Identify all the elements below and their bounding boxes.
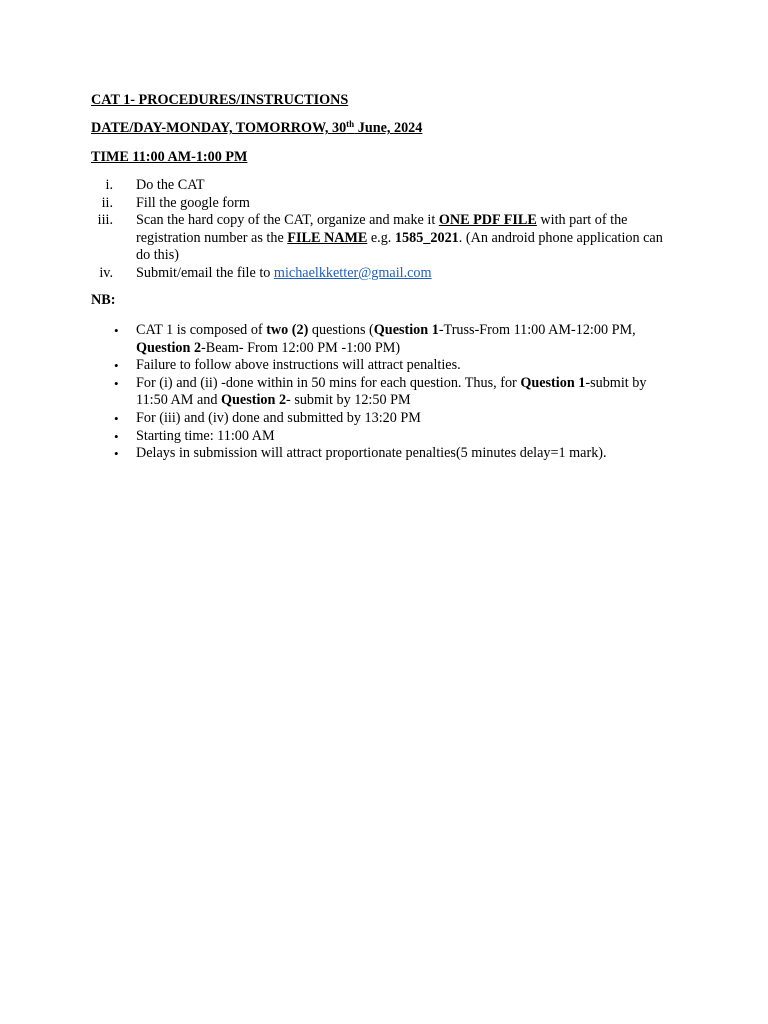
list-item-text: . (An android phone application can do this) <box>136 229 663 264</box>
list-item-text: Submit/email the file to <box>136 264 274 281</box>
document-title <box>91 92 348 110</box>
list-item-text: - submit by 12:50 PM <box>286 392 411 409</box>
list-item <box>0 445 681 463</box>
emphasis: two (2) <box>266 322 309 338</box>
list-item-text: Scan the hard copy of the CAT, organize and make it <box>136 212 439 229</box>
bullet-icon: • <box>114 410 119 426</box>
list-number: iii. <box>97 212 113 229</box>
nb-label: NB: <box>91 292 116 308</box>
date-suffix: June, 2024 <box>354 120 423 136</box>
notes-list <box>0 322 768 463</box>
pdf-file-emphasis: ONE PDF FILE <box>438 212 537 229</box>
procedure-list <box>0 177 768 283</box>
date-text: DATE/DAY-MONDAY, TOMORROW, 30 <box>91 120 347 136</box>
list-item-text: -Truss-From 11:00 AM-12:00 PM, <box>438 322 636 338</box>
list-item <box>0 195 676 213</box>
date-heading <box>91 120 422 138</box>
list-item <box>0 212 676 265</box>
bullet-icon: • <box>114 375 119 391</box>
document-title-text: CAT 1- PROCEDURES/INSTRUCTIONS <box>91 92 349 108</box>
list-item-text: For (iii) and (iv) done and submitted by 13:20 PM <box>136 409 421 426</box>
bullet-icon: • <box>114 323 119 338</box>
date-superscript: th <box>346 119 355 129</box>
list-item-text: Starting time: 11:00 AM <box>136 427 275 444</box>
list-number: iv. <box>99 264 113 281</box>
list-item <box>0 357 681 375</box>
list-item-text: -Beam- From 12:00 PM -1:00 PM) <box>201 339 401 356</box>
list-item-text: questions ( <box>308 322 374 338</box>
list-item-text: For (i) and (ii) -done within in 50 mins for each question. Thus, for <box>136 374 521 391</box>
emphasis: Question 2 <box>136 339 202 356</box>
bullet-icon: • <box>114 428 119 444</box>
list-item <box>0 322 681 357</box>
email-link[interactable]: michaelkketter@gmail.com <box>273 264 432 281</box>
list-item-text: e.g. <box>367 229 395 246</box>
list-item <box>0 428 681 446</box>
list-item <box>0 410 681 428</box>
list-number: i. <box>105 177 113 193</box>
list-item-text: Do the CAT <box>136 177 205 193</box>
list-item-text: Failure to follow above instructions will attract penalties. <box>136 357 461 374</box>
bullet-icon: • <box>114 358 119 374</box>
list-number: ii. <box>101 194 113 211</box>
list-item-text: Fill the google form <box>136 194 250 211</box>
list-item <box>0 177 676 195</box>
emphasis: Question 2 <box>221 392 287 409</box>
list-item-text: Delays in submission will attract proportionate penalties(5 minutes delay=1 mark). <box>136 445 607 462</box>
list-item-text: -submit by 11:50 AM and <box>136 374 647 409</box>
time-text: TIME 11:00 AM-1:00 PM <box>91 149 248 165</box>
emphasis: Question 1 <box>373 322 439 338</box>
time-heading <box>91 149 247 167</box>
list-item-text: with part of the registration number as the <box>136 212 628 246</box>
file-name-example: 1585_2021 <box>394 229 459 246</box>
emphasis: Question 1 <box>520 374 586 391</box>
file-name-emphasis: FILE NAME <box>287 229 368 246</box>
list-item <box>0 265 676 283</box>
list-item-text: CAT 1 is composed of <box>136 322 267 338</box>
list-item <box>0 375 681 410</box>
bullet-icon: • <box>114 446 119 462</box>
